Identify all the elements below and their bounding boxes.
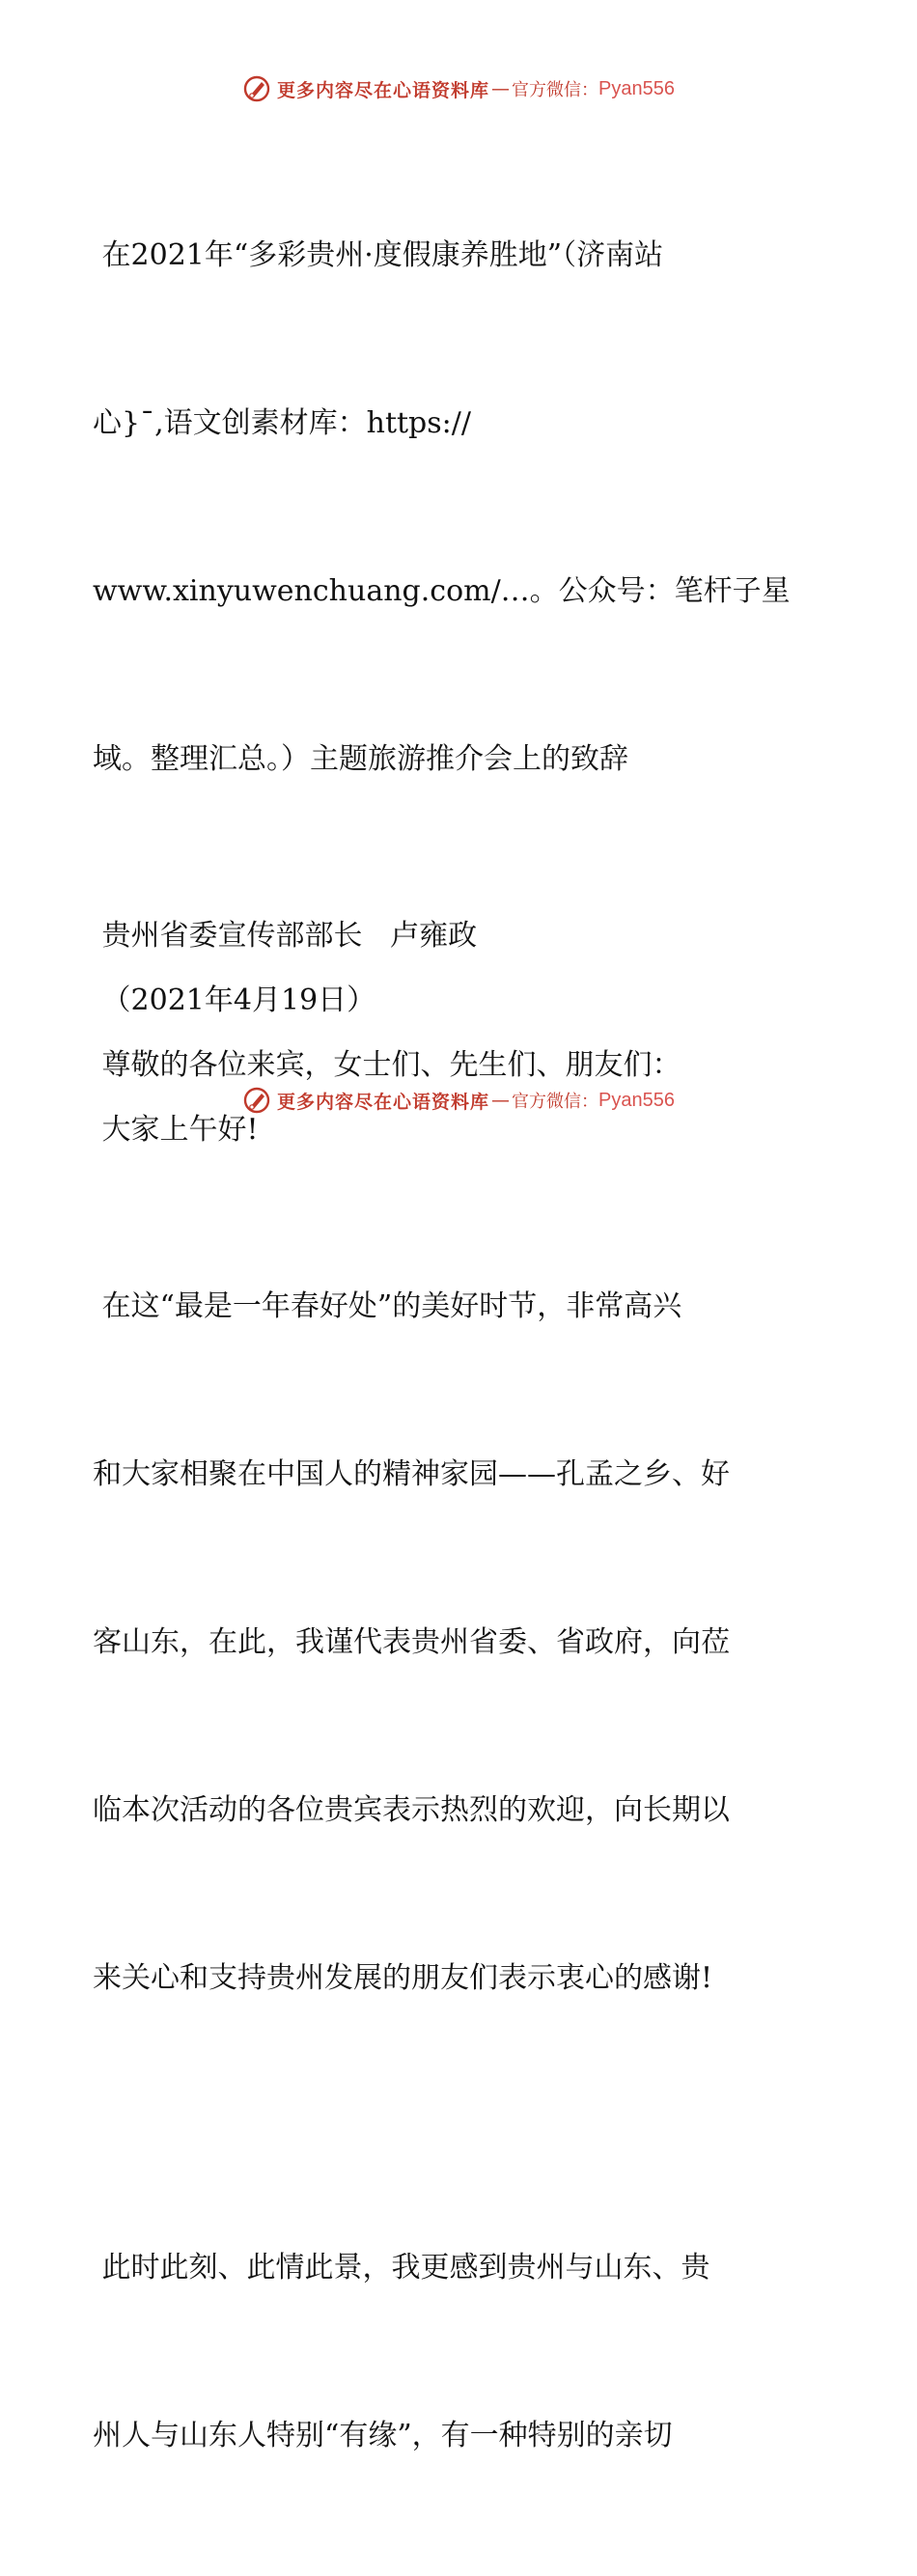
hello-line: 大家上午好! bbox=[93, 1113, 259, 1147]
body-line: 临本次活动的各位贵宾表示热烈的欢迎，向长期以 bbox=[93, 1793, 730, 1827]
intro-paragraph bbox=[93, 116, 826, 900]
body-line: 州人与山东人特别“有缘”，有一种特别的亲切 bbox=[93, 2419, 673, 2452]
pen-logo-icon bbox=[242, 1086, 271, 1115]
intro-line: www.xinyuwenchuang.com/…。公众号：笔杆子星 bbox=[93, 574, 791, 608]
banner-wechat-handle: Pyan556 bbox=[598, 1089, 675, 1111]
body-paragraph-1 bbox=[93, 1167, 826, 2119]
banner-separator: — bbox=[491, 78, 511, 99]
intro-line: 域。整理汇总。）主题旅游推介会上的致辞 bbox=[93, 742, 628, 776]
banner-separator: — bbox=[491, 1090, 511, 1111]
intro-line: 心}¯,语文创素材库：https:// bbox=[93, 406, 471, 440]
body-line: 客山东，在此，我谨代表贵州省委、省政府，向莅 bbox=[93, 1625, 730, 1659]
greeting-line: 尊敬的各位来宾，女士们、先生们、朋友们： bbox=[93, 1048, 681, 1082]
document-body bbox=[93, 116, 826, 2576]
header-banner bbox=[0, 69, 917, 108]
date-line: （2021年4月19日） bbox=[93, 983, 376, 1017]
pen-logo-icon bbox=[242, 74, 271, 103]
footer-banner bbox=[0, 1081, 917, 1120]
banner-title: 更多内容尽在心语资料库 bbox=[277, 79, 490, 101]
banner-wechat-label: 官方微信： bbox=[512, 80, 599, 100]
body-line: 和大家相聚在中国人的精神家园——孔孟之乡、好 bbox=[93, 1457, 730, 1491]
body-paragraph-2 bbox=[93, 2128, 826, 2576]
body-line: 来关心和支持贵州发展的朋友们表示衷心的感谢! bbox=[93, 1961, 713, 1995]
intro-line: 在2021年“多彩贵州·度假康养胜地”（济南站 bbox=[93, 238, 664, 272]
body-line: 在这“最是一年春好处”的美好时节，非常高兴 bbox=[93, 1289, 682, 1323]
banner-title: 更多内容尽在心语资料库 bbox=[277, 1091, 490, 1113]
body-line: 此时此刻、此情此景，我更感到贵州与山东、贵 bbox=[93, 2251, 710, 2285]
banner-wechat-label: 官方微信： bbox=[512, 1092, 599, 1112]
author-line: 贵州省委宣传部部长 卢雍政 bbox=[93, 919, 478, 953]
banner-wechat-handle: Pyan556 bbox=[598, 77, 675, 99]
